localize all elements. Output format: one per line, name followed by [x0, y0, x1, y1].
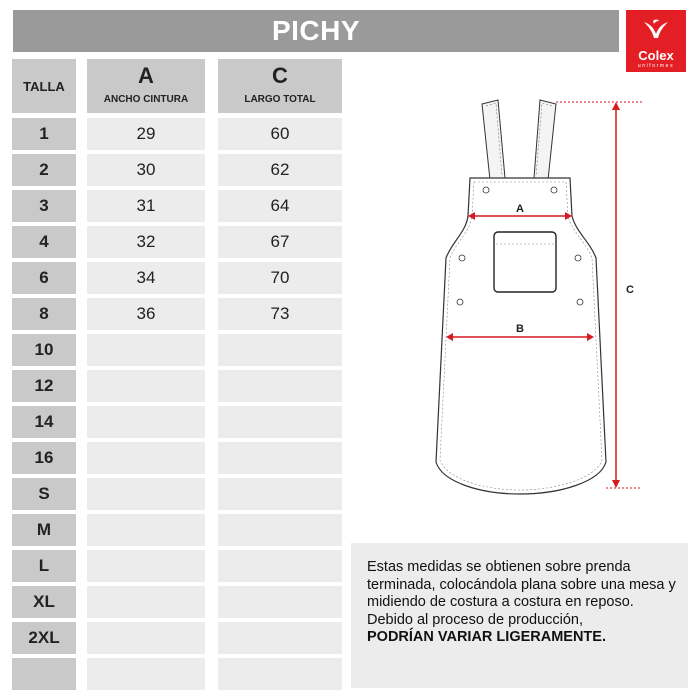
table-cell-a: 34	[87, 262, 205, 294]
table-cell-c	[218, 550, 342, 582]
table-row-talla: S	[12, 478, 76, 510]
logo-tagline: uniformes	[637, 63, 675, 69]
table-row-talla: 3	[12, 190, 76, 222]
measure-a-label: A	[516, 203, 524, 215]
col-c-label: LARGO TOTAL	[244, 94, 316, 105]
table-row-talla: 2	[12, 154, 76, 186]
table-cell-c	[218, 334, 342, 366]
table-cell-c-blank	[218, 658, 342, 690]
col-c-letter: C	[272, 63, 288, 88]
table-row-talla: 4	[12, 226, 76, 258]
talla-header	[12, 59, 76, 113]
col-c-header	[218, 59, 342, 113]
table-cell-c: 60	[218, 118, 342, 150]
measurement-note	[351, 543, 688, 688]
table-cell-a	[87, 370, 205, 402]
table-row-talla: 14	[12, 406, 76, 438]
table-cell-c	[218, 586, 342, 618]
table-cell-c	[218, 406, 342, 438]
table-cell-a	[87, 478, 205, 510]
logo-name: Colex	[638, 48, 674, 63]
table-cell-a: 30	[87, 154, 205, 186]
col-a-header	[87, 59, 205, 113]
table-row-talla: L	[12, 550, 76, 582]
note-warning: PODRÍAN VARIAR LIGERAMENTE.	[367, 629, 606, 645]
table-cell-c	[218, 370, 342, 402]
pocket	[494, 232, 556, 292]
bird-icon	[641, 16, 671, 46]
table-cell-c	[218, 514, 342, 546]
table-cell-c: 70	[218, 262, 342, 294]
right-strap	[534, 100, 556, 180]
table-cell-a-blank	[87, 658, 205, 690]
table-row-talla: XL	[12, 586, 76, 618]
table-row-talla: 12	[12, 370, 76, 402]
table-row-talla: 2XL	[12, 622, 76, 654]
brand-logo	[626, 10, 686, 72]
apron-diagram	[420, 90, 680, 500]
page-title: PICHY	[13, 10, 619, 52]
table-row-talla-blank	[12, 658, 76, 690]
left-strap	[482, 100, 505, 180]
table-row-talla: 1	[12, 118, 76, 150]
table-cell-a	[87, 550, 205, 582]
measure-c-label: C	[626, 284, 634, 296]
table-row-talla: 6	[12, 262, 76, 294]
table-cell-c: 73	[218, 298, 342, 330]
table-cell-a: 31	[87, 190, 205, 222]
col-a-label: ANCHO CINTURA	[103, 94, 189, 105]
table-cell-a	[87, 334, 205, 366]
note-text: Estas medidas se obtienen sobre prenda terminada, colocándola plana sobre una mesa y midiendo de costura a costura en reposo.	[367, 559, 676, 610]
table-cell-a	[87, 442, 205, 474]
table-cell-c	[218, 442, 342, 474]
measure-b-label: B	[516, 323, 524, 335]
table-row-talla: 8	[12, 298, 76, 330]
table-cell-c: 62	[218, 154, 342, 186]
table-cell-c	[218, 478, 342, 510]
table-cell-a: 36	[87, 298, 205, 330]
table-row-talla: 16	[12, 442, 76, 474]
apron-body	[436, 178, 606, 494]
table-cell-a	[87, 406, 205, 438]
table-cell-c	[218, 622, 342, 654]
table-row-talla: M	[12, 514, 76, 546]
table-cell-a	[87, 514, 205, 546]
talla-header-label: TALLA	[23, 78, 65, 94]
table-cell-c: 67	[218, 226, 342, 258]
table-cell-a	[87, 586, 205, 618]
table-cell-c: 64	[218, 190, 342, 222]
col-a-letter: A	[138, 63, 154, 88]
table-cell-a	[87, 622, 205, 654]
note-text-2: Debido al proceso de producción,	[367, 611, 584, 628]
table-row-talla: 10	[12, 334, 76, 366]
table-cell-a: 32	[87, 226, 205, 258]
table-cell-a: 29	[87, 118, 205, 150]
